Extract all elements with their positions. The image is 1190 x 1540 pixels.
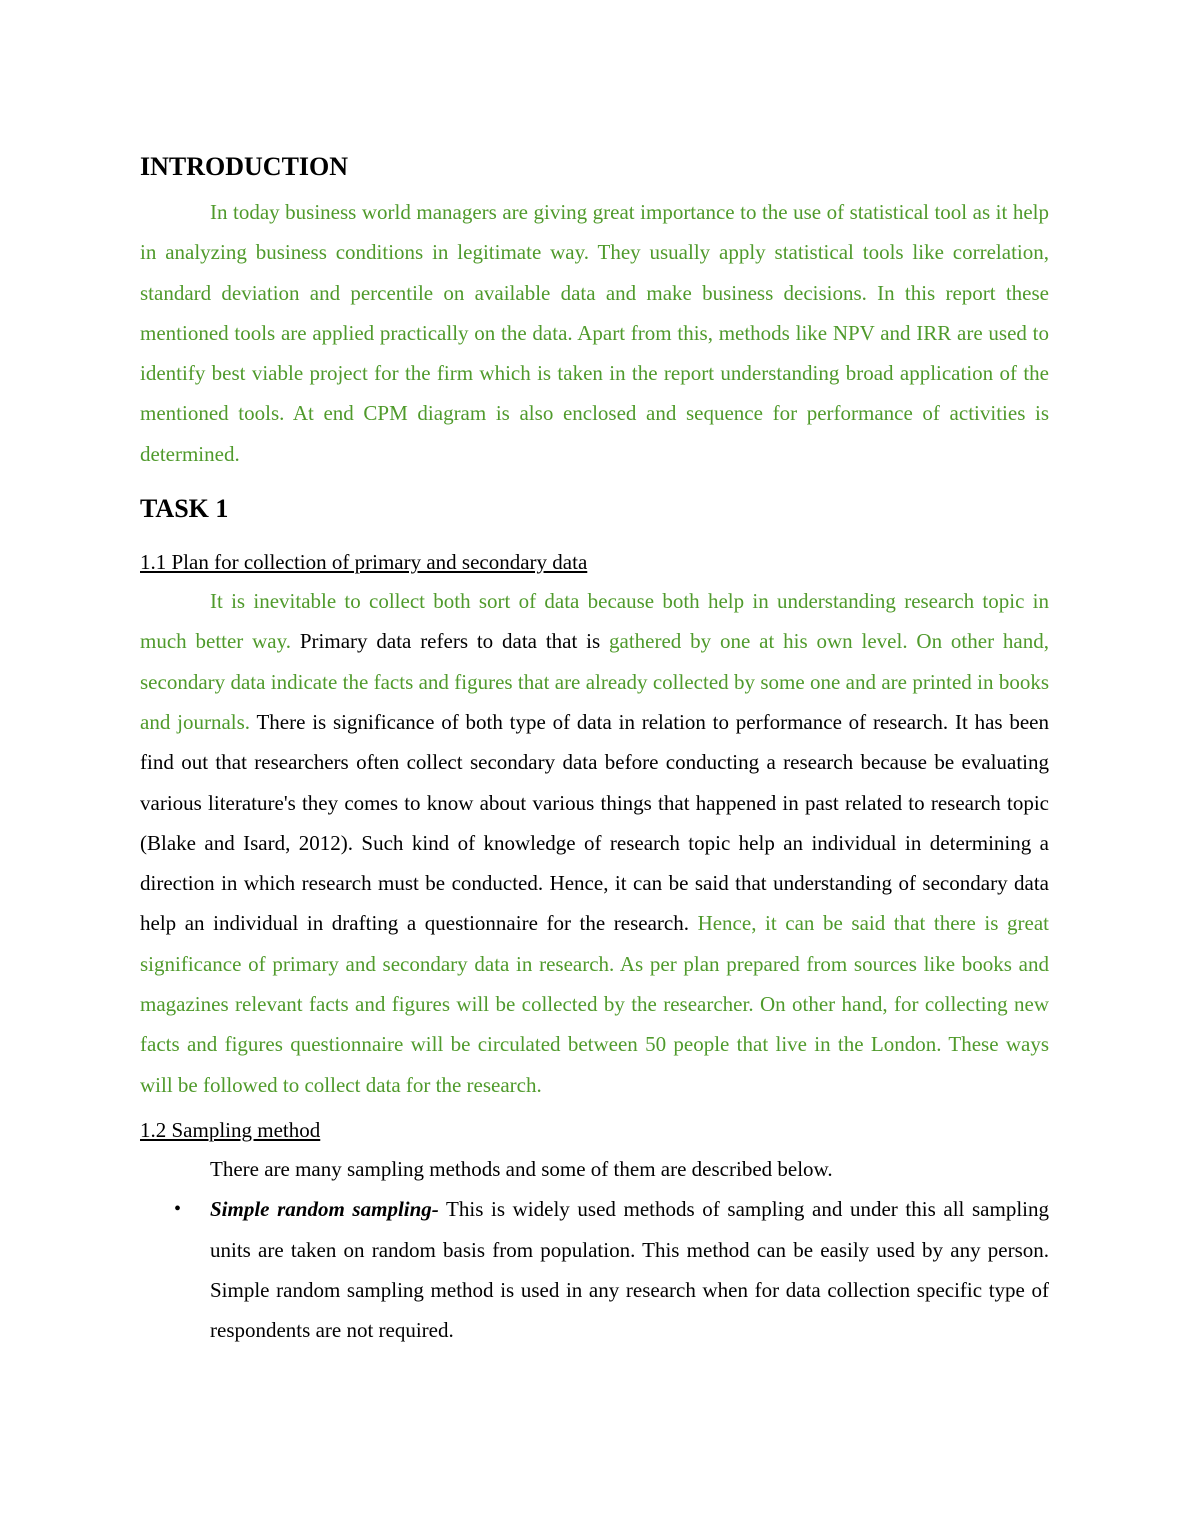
intro-heading: INTRODUCTION (140, 152, 349, 181)
task1-heading: TASK 1 (140, 494, 229, 524)
sampling-methods-list (140, 1189, 1049, 1350)
section-1-2-lead: There are many sampling methods and some of them are described below. (210, 1156, 833, 1181)
section-1-1-title: 1.1 Plan for collection of primary and secondary data (140, 550, 588, 575)
bullet-icon: • (174, 1198, 182, 1221)
section-1-2-title: 1.2 Sampling method (140, 1117, 321, 1142)
document-page (140, 150, 1049, 1350)
section-1-1-paragraph (140, 581, 1049, 1105)
text-segment: It is inevitable to collect both sort of data because both help in understanding research topic in much better way. (140, 589, 1049, 654)
list-item-text: This is widely used methods of sampling and under this all sampling units are taken on random basis from population. This method can be easily used by any person. Simple random sampling method is used in any research when for data collection specific type of respondents are not required. (210, 1197, 1049, 1343)
text-segment: There is significance of both type of data in relation to performance of research. It has been find out that researchers often collect secondary data before conducting a research because be evaluating various literature's they comes to know about various things that happened in past related to research topic (Blake and Isard, 2012). Such kind of knowledge of research topic help an individual in determining a direction in which research must be conducted. Hence, it can be said that understanding of secondary data help an individual in drafting a questionnaire for the research. (140, 709, 1049, 936)
text-segment: Hence, it can be said that there is great significance of primary and secondary data in research. As per plan prepared from sources like books and magazines relevant facts and figures will be collected by the researcher. On other hand, for collecting new facts and figures questionnaire will be circulated between 50 people that live in the London. These ways will be followed to collect data for the research. (140, 911, 1049, 1097)
text-segment: Primary data refers to data that is (299, 629, 610, 654)
list-item-term: Simple random sampling- (210, 1197, 439, 1222)
intro-paragraph: In today business world managers are giving great importance to the use of statistical tool as it help in analyzing business conditions in legitimate way. They usually apply statistical tools like correlation, standard deviation and percentile on available data and make business decisions. In this report these mentioned tools are applied practically on the data. Apart from this, methods like NPV and IRR are used to identify best viable project for the firm which is taken in the report understanding broad application of the mentioned tools. At end CPM diagram is also enclosed and sequence for performance of activities is determined. (140, 200, 1049, 466)
list-item (174, 1189, 1049, 1350)
text-segment: gathered by one at his own level. On other hand, secondary data indicate the facts and figures that are already collected by some one and are printed in books and journals. (140, 629, 1049, 734)
